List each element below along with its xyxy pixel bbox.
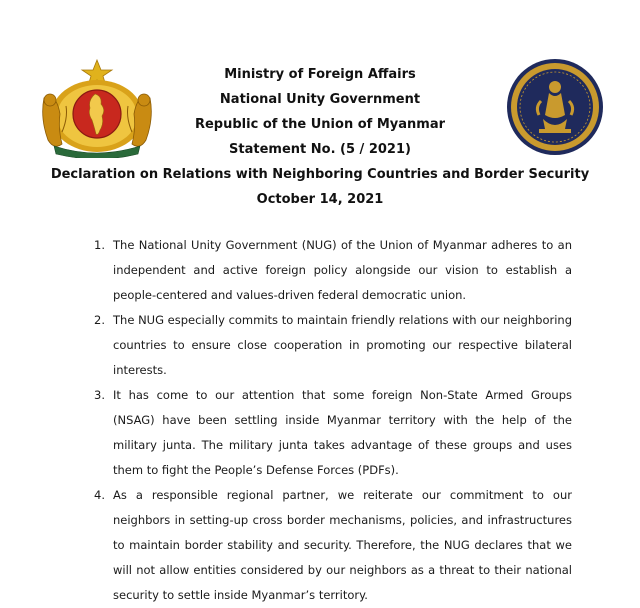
item-text: As a responsible regional partner, we reiterate our commitment to our neighbors in setting-up cross border mechanisms, policies, and infrastructures to maintain border stability and security. Therefore, the NUG declares that we will not allow entities considered by our neighbors as a threat to their national security to settle inside Myanmar’s territory. [113, 488, 572, 602]
item-number: 4. [94, 488, 105, 502]
item-number: 3. [94, 388, 105, 402]
statement-number: Statement No. (5 / 2021) [229, 142, 411, 157]
statement-header [0, 62, 640, 212]
item-text: It has come to our attention that some foreign Non-State Armed Groups (NSAG) have been settling inside Myanmar territory with the help of the military junta. The military junta takes advantage of these groups and uses them to fight the People’s Defense Forces (PDFs). [113, 388, 572, 477]
list-item [72, 383, 572, 483]
item-number: 1. [94, 238, 105, 252]
government-title: National Unity Government [219, 92, 421, 107]
ministry-title: Ministry of Foreign Affairs [224, 67, 416, 82]
country-title: Republic of the Union of Myanmar [194, 117, 446, 132]
statement-items [72, 233, 572, 608]
item-text: The National Unity Government (NUG) of the Union of Myanmar adheres to an independent and active foreign policy alongside our vision to establish a people-centered and values-driven federal democratic union. [113, 238, 572, 302]
item-number: 2. [94, 313, 105, 327]
item-text: The NUG especially commits to maintain friendly relations with our neighboring countries to ensure close cooperation in promoting our respective bilateral interests. [113, 313, 572, 377]
list-item [72, 308, 572, 383]
list-item [72, 483, 572, 608]
declaration-title: Declaration on Relations with Neighboring Countries and Border Security [50, 167, 590, 182]
statement-date: October 14, 2021 [256, 192, 384, 207]
list-item [72, 233, 572, 308]
